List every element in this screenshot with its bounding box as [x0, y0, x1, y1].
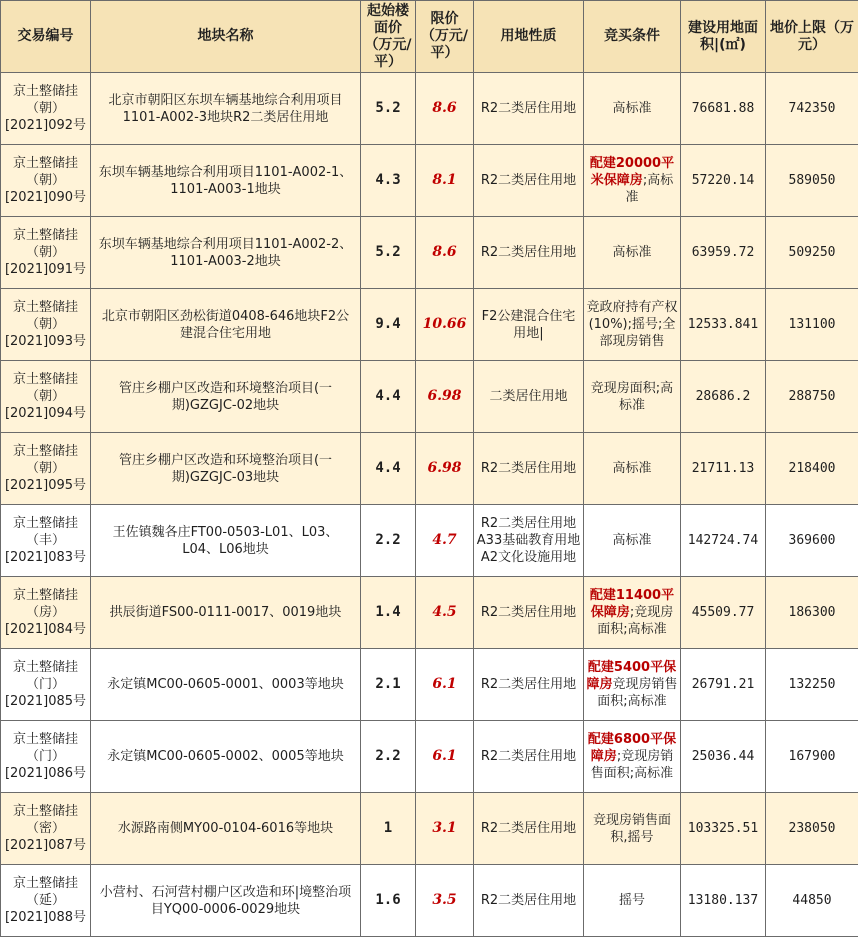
price-cap-cell: 742350: [766, 73, 858, 145]
price-cap-cell: 369600: [766, 505, 858, 577]
parcel-name-cell: 王佐镇魏各庄FT00-0503-L01、L03、L04、L06地块: [91, 505, 361, 577]
parcel-code-cell: 京土整储挂（朝）[2021]091号: [1, 217, 91, 289]
header-row: [1, 1, 858, 73]
conditions-text: ;高标准: [625, 173, 674, 205]
start-price-cell: 9.4: [361, 289, 416, 361]
header-start-price: 起始楼面价（万元/平）: [361, 1, 416, 73]
conditions-cell: [584, 73, 681, 145]
start-price-cell: 2.1: [361, 649, 416, 721]
area-cell: 25036.44: [681, 721, 766, 793]
area-cell: 12533.841: [681, 289, 766, 361]
conditions-text: 高标准: [612, 245, 652, 260]
land-use-cell: R2二类居住用地: [474, 577, 584, 649]
start-price-cell: 5.2: [361, 73, 416, 145]
table-row: [1, 793, 858, 865]
table-row: [1, 361, 858, 433]
land-use-cell: R2二类居住用地A33基础教育用地A2文化设施用地: [474, 505, 584, 577]
conditions-cell: [584, 145, 681, 217]
limit-price-cell: 4.7: [416, 505, 474, 577]
area-cell: 26791.21: [681, 649, 766, 721]
header-limit-price: 限价（万元/平）: [416, 1, 474, 73]
conditions-cell: [584, 361, 681, 433]
land-use-cell: R2二类居住用地: [474, 73, 584, 145]
area-cell: 13180.137: [681, 865, 766, 937]
start-price-cell: 2.2: [361, 505, 416, 577]
table-row: [1, 145, 858, 217]
parcel-name-cell: 管庄乡棚户区改造和环境整治项目(一期)GZGJC-03地块: [91, 433, 361, 505]
parcel-name-cell: 北京市朝阳区劲松街道0408-646地块F2公建混合住宅用地: [91, 289, 361, 361]
parcel-code-cell: 京土整储挂（朝）[2021]093号: [1, 289, 91, 361]
price-cap-cell: 509250: [766, 217, 858, 289]
conditions-cell: [584, 793, 681, 865]
parcel-code-cell: 京土整储挂（朝）[2021]094号: [1, 361, 91, 433]
conditions-cell: [584, 865, 681, 937]
start-price-cell: 1: [361, 793, 416, 865]
parcel-name-cell: 水源路南侧MY00-0104-6016等地块: [91, 793, 361, 865]
price-cap-cell: 288750: [766, 361, 858, 433]
conditions-highlight: 配建6800平保障房: [587, 732, 677, 764]
land-use-cell: R2二类居住用地: [474, 721, 584, 793]
parcel-code-cell: 京土整储挂（延）[2021]088号: [1, 865, 91, 937]
land-use-cell: F2公建混合住宅用地|: [474, 289, 584, 361]
start-price-cell: 2.2: [361, 721, 416, 793]
conditions-cell: [584, 433, 681, 505]
start-price-cell: 4.4: [361, 361, 416, 433]
limit-price-cell: 6.98: [416, 361, 474, 433]
header-code: 交易编号: [1, 1, 91, 73]
header-conditions: 竞买条件: [584, 1, 681, 73]
conditions-cell: [584, 577, 681, 649]
parcel-code-cell: 京土整储挂（密）[2021]087号: [1, 793, 91, 865]
limit-price-cell: 10.66: [416, 289, 474, 361]
land-use-cell: R2二类居住用地: [474, 433, 584, 505]
parcel-name-cell: 拱辰街道FS00-0111-0017、0019地块: [91, 577, 361, 649]
table-row: [1, 649, 858, 721]
parcel-code-cell: 京土整储挂（房）[2021]084号: [1, 577, 91, 649]
parcel-code-cell: 京土整储挂（朝）[2021]090号: [1, 145, 91, 217]
table-row: [1, 289, 858, 361]
area-cell: 21711.13: [681, 433, 766, 505]
limit-price-cell: 6.98: [416, 433, 474, 505]
area-cell: 63959.72: [681, 217, 766, 289]
conditions-text: ;竞现房销售面积;高标准: [590, 749, 674, 781]
conditions-text: 竞现房销售面积,摇号: [592, 812, 671, 845]
parcel-name-cell: 小营村、石河营村棚户区改造和环|境整治项目YQ00-0006-0029地块: [91, 865, 361, 937]
parcel-code-cell: 京土整储挂（朝）[2021]095号: [1, 433, 91, 505]
parcel-name-cell: 东坝车辆基地综合利用项目1101-A002-2、1101-A003-2地块: [91, 217, 361, 289]
limit-price-cell: 8.6: [416, 217, 474, 289]
land-use-cell: R2二类居住用地: [474, 865, 584, 937]
start-price-cell: 4.3: [361, 145, 416, 217]
parcel-code-cell: 京土整储挂（门）[2021]085号: [1, 649, 91, 721]
price-cap-cell: 44850: [766, 865, 858, 937]
price-cap-cell: 132250: [766, 649, 858, 721]
start-price-cell: 1.6: [361, 865, 416, 937]
conditions-text: 高标准: [612, 461, 652, 476]
land-use-cell: R2二类居住用地: [474, 217, 584, 289]
limit-price-cell: 6.1: [416, 649, 474, 721]
conditions-text: 竞现房销售面积;高标准: [597, 677, 678, 709]
parcel-name-cell: 北京市朝阳区东坝车辆基地综合利用项目1101-A002-3地块R2二类居住用地: [91, 73, 361, 145]
limit-price-cell: 3.5: [416, 865, 474, 937]
conditions-text: ;竞现房面积;高标准: [597, 605, 674, 637]
land-use-cell: 二类居住用地: [474, 361, 584, 433]
header-land-use: 用地性质: [474, 1, 584, 73]
conditions-highlight: 配建11400平保障房: [589, 588, 675, 620]
parcel-code-cell: 京土整储挂（丰）[2021]083号: [1, 505, 91, 577]
header-cap: 地价上限（万元）: [766, 1, 858, 73]
price-cap-cell: 186300: [766, 577, 858, 649]
limit-price-cell: 3.1: [416, 793, 474, 865]
conditions-text: 摇号: [618, 893, 645, 908]
price-cap-cell: 167900: [766, 721, 858, 793]
table-row: [1, 865, 858, 937]
price-cap-cell: 218400: [766, 433, 858, 505]
parcel-name-cell: 永定镇MC00-0605-0001、0003等地块: [91, 649, 361, 721]
area-cell: 103325.51: [681, 793, 766, 865]
table-row: [1, 217, 858, 289]
conditions-text: 高标准: [612, 101, 652, 116]
area-cell: 76681.88: [681, 73, 766, 145]
area-cell: 28686.2: [681, 361, 766, 433]
land-use-cell: R2二类居住用地: [474, 793, 584, 865]
start-price-cell: 5.2: [361, 217, 416, 289]
table-row: [1, 73, 858, 145]
conditions-cell: [584, 289, 681, 361]
conditions-highlight: 配建5400平保障房: [586, 660, 677, 692]
header-area: 建设用地面积|(㎡): [681, 1, 766, 73]
area-cell: 45509.77: [681, 577, 766, 649]
conditions-cell: [584, 217, 681, 289]
conditions-highlight: 配建20000平米保障房: [589, 156, 675, 188]
area-cell: 142724.74: [681, 505, 766, 577]
limit-price-cell: 6.1: [416, 721, 474, 793]
parcel-code-cell: 京土整储挂（门）[2021]086号: [1, 721, 91, 793]
conditions-text: 竞现房面积;高标准: [590, 380, 674, 413]
price-cap-cell: 238050: [766, 793, 858, 865]
conditions-cell: [584, 505, 681, 577]
table-row: [1, 433, 858, 505]
table-row: [1, 577, 858, 649]
parcel-code-cell: 京土整储挂（朝）[2021]092号: [1, 73, 91, 145]
parcel-name-cell: 东坝车辆基地综合利用项目1101-A002-1、1101-A003-1地块: [91, 145, 361, 217]
start-price-cell: 4.4: [361, 433, 416, 505]
land-use-cell: R2二类居住用地: [474, 649, 584, 721]
conditions-text: 竞政府持有产权(10%);摇号;全部现房销售: [586, 300, 678, 349]
table-row: [1, 505, 858, 577]
header-name: 地块名称: [91, 1, 361, 73]
start-price-cell: 1.4: [361, 577, 416, 649]
conditions-text: 高标准: [612, 533, 652, 548]
parcel-name-cell: 永定镇MC00-0605-0002、0005等地块: [91, 721, 361, 793]
table-row: [1, 721, 858, 793]
price-cap-cell: 589050: [766, 145, 858, 217]
limit-price-cell: 8.1: [416, 145, 474, 217]
land-use-cell: R2二类居住用地: [474, 145, 584, 217]
area-cell: 57220.14: [681, 145, 766, 217]
limit-price-cell: 8.6: [416, 73, 474, 145]
conditions-cell: [584, 721, 681, 793]
price-cap-cell: 131100: [766, 289, 858, 361]
limit-price-cell: 4.5: [416, 577, 474, 649]
parcel-name-cell: 管庄乡棚户区改造和环境整治项目(一期)GZGJC-02地块: [91, 361, 361, 433]
conditions-cell: [584, 649, 681, 721]
